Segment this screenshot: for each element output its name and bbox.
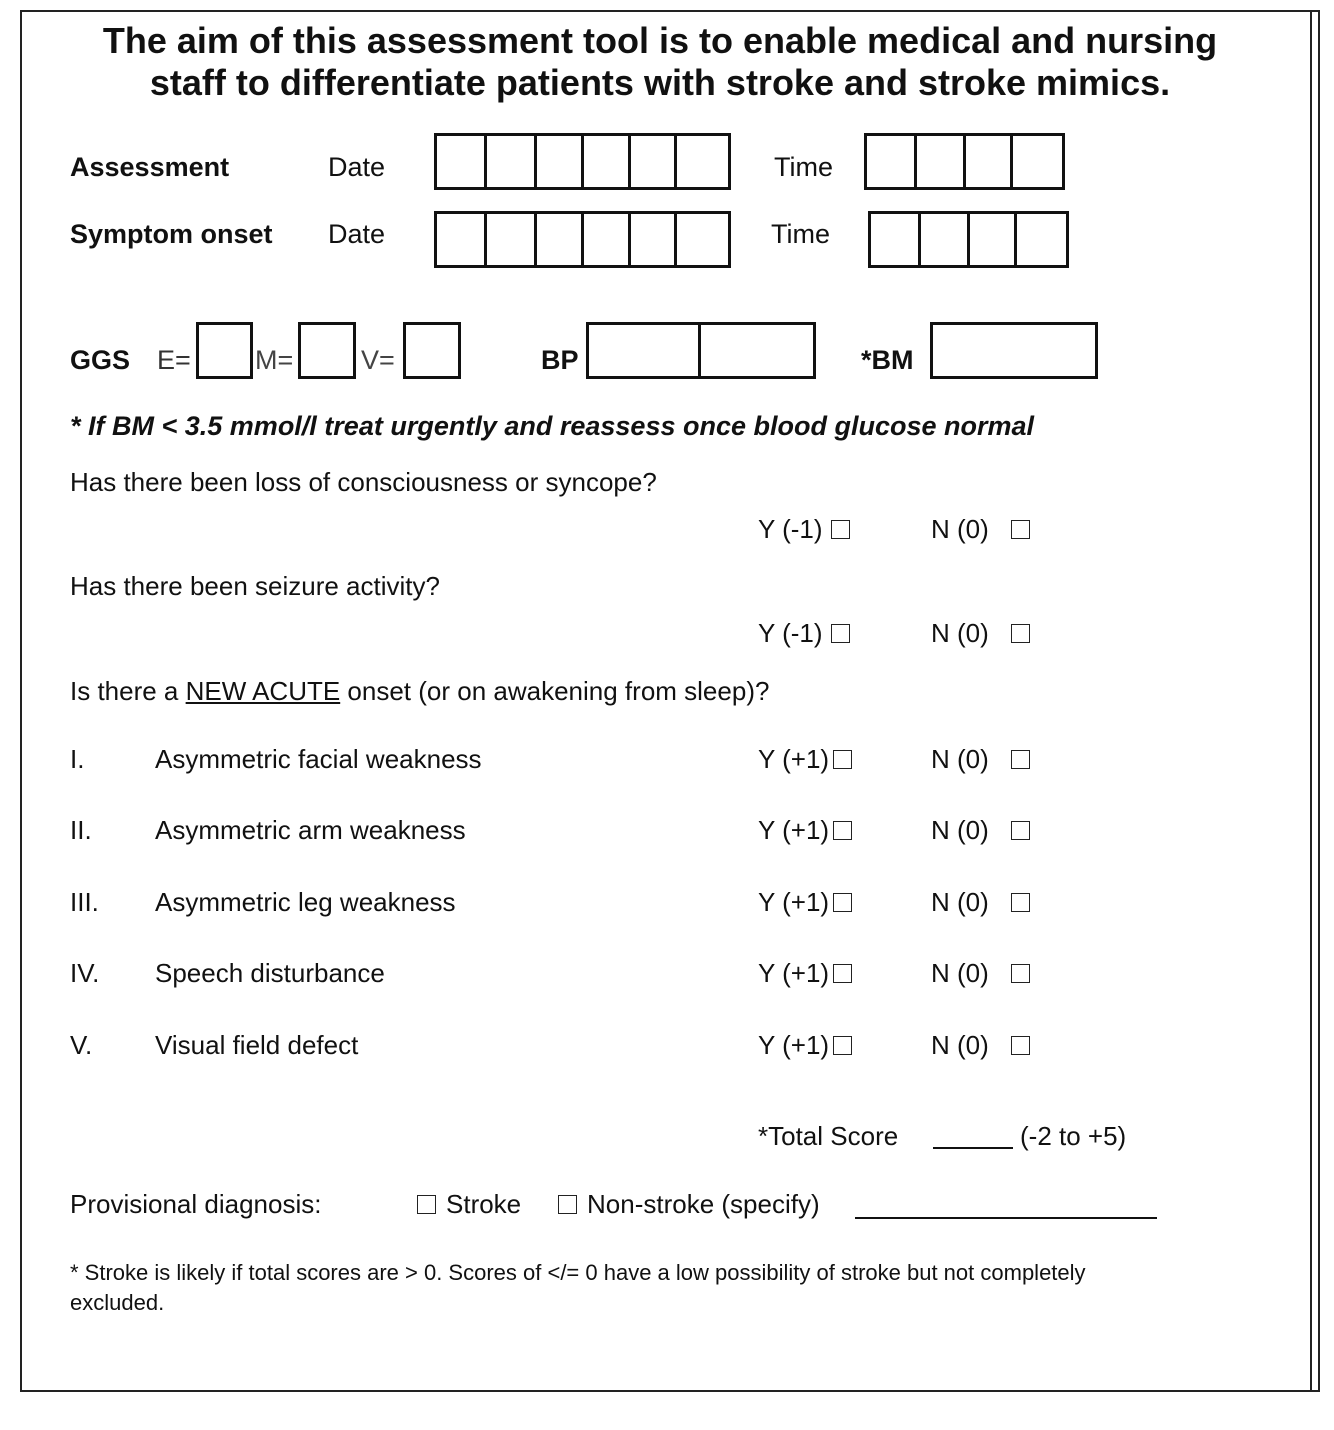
q2-no-option[interactable] [931,618,1030,649]
item-no-label: N (0) [931,1030,989,1060]
diagnosis-non-stroke-label: Non-stroke (specify) [587,1189,820,1219]
item-yes-label: Y (+1) [758,815,830,845]
date-digit-box[interactable] [487,136,537,187]
onset-date-field[interactable] [434,211,731,268]
title-line-2: staff to differentiate patients with stroke and stroke mimics. [149,62,1171,103]
bp-field[interactable] [586,322,816,379]
item-no-option[interactable] [931,958,1030,989]
total-score-input-line[interactable] [933,1147,1013,1149]
checkbox[interactable] [1011,1036,1030,1055]
ggs-m-label: M= [255,345,294,375]
bm-label: *BM [861,345,914,375]
q1-no-label: N (0) [931,514,989,544]
bp-label: BP [541,345,579,375]
diagnosis-non-stroke-option[interactable] [558,1189,820,1220]
time-digit-box[interactable] [1013,136,1062,187]
total-score-range: (-2 to +5) [1020,1121,1127,1151]
onset-date-label: Date [328,219,386,249]
bm-box[interactable] [930,322,1098,379]
q2-yes-option[interactable] [758,618,850,649]
item-text: Asymmetric leg weakness [155,887,456,917]
q3-prefix: Is there a [70,676,186,706]
checkbox[interactable] [1011,964,1030,983]
item-yes-option[interactable] [758,958,852,989]
q1-yes-option[interactable] [758,514,850,545]
score-interpretation-footnote: * Stroke is likely if total scores are > 0. Scores of </= 0 have a low possibility of stroke but not completely excluded. [70,1260,1086,1315]
time-digit-box[interactable] [867,136,917,187]
assessment-date-label: Date [328,152,386,182]
question-new-acute-onset [70,676,769,707]
item-no-option[interactable] [931,815,1030,846]
ggs-v-label: V= [361,345,395,375]
item-yes-label: Y (+1) [758,1030,830,1060]
checkbox[interactable] [558,1195,577,1214]
non-stroke-specify-line[interactable] [855,1217,1157,1219]
item-yes-label: Y (+1) [758,744,830,774]
time-digit-box[interactable] [871,214,921,265]
bm-warning-note: * If BM < 3.5 mmol/l treat urgently and reassess once blood glucose normal [70,411,1035,441]
date-digit-box[interactable] [437,214,487,265]
title-line-1: The aim of this assessment tool is to enable medical and nursing [102,20,1218,61]
total-score-label: *Total Score [758,1121,899,1151]
time-digit-box[interactable] [970,214,1017,265]
time-digit-box[interactable] [921,214,970,265]
question-loss-of-consciousness: Has there been loss of consciousness or syncope? [70,467,657,497]
provisional-diagnosis-label: Provisional diagnosis: [70,1189,322,1219]
q1-no-option[interactable] [931,514,1030,545]
item-no-label: N (0) [931,958,989,988]
item-yes-option[interactable] [758,744,852,775]
item-text: Asymmetric facial weakness [155,744,482,774]
checkbox[interactable] [1011,893,1030,912]
item-no-option[interactable] [931,887,1030,918]
item-numeral: V. [70,1030,93,1060]
checkbox[interactable] [1011,624,1030,643]
bp-diastolic-box[interactable] [701,325,813,376]
page-divider [1310,10,1312,1392]
date-digit-box[interactable] [537,136,584,187]
q2-no-label: N (0) [931,618,989,648]
checkbox[interactable] [833,893,852,912]
checkbox[interactable] [1011,821,1030,840]
item-no-label: N (0) [931,887,989,917]
checkbox[interactable] [831,520,850,539]
date-digit-box[interactable] [677,136,728,187]
diagnosis-stroke-option[interactable] [417,1189,521,1220]
item-yes-option[interactable] [758,887,852,918]
form-title [20,20,1300,104]
date-digit-box[interactable] [677,214,728,265]
q3-suffix: onset (or on awakening from sleep)? [340,676,770,706]
ggs-v-box[interactable] [403,322,461,379]
q1-yes-label: Y (-1) [758,514,823,544]
checkbox[interactable] [833,964,852,983]
bp-systolic-box[interactable] [589,325,701,376]
assessment-date-field[interactable] [434,133,731,190]
item-text: Asymmetric arm weakness [155,815,466,845]
time-digit-box[interactable] [966,136,1013,187]
item-yes-option[interactable] [758,815,852,846]
item-yes-option[interactable] [758,1030,852,1061]
checkbox[interactable] [831,624,850,643]
ggs-e-label: E= [157,345,191,375]
time-digit-box[interactable] [1017,214,1066,265]
item-text: Speech disturbance [155,958,385,988]
date-digit-box[interactable] [584,136,631,187]
item-numeral: IV. [70,958,100,988]
ggs-m-box[interactable] [298,322,356,379]
item-numeral: III. [70,887,99,917]
checkbox[interactable] [417,1195,436,1214]
date-digit-box[interactable] [584,214,631,265]
q2-yes-label: Y (-1) [758,618,823,648]
diagnosis-stroke-label: Stroke [446,1189,522,1219]
checkbox[interactable] [1011,750,1030,769]
checkbox[interactable] [1011,520,1030,539]
item-no-label: N (0) [931,815,989,845]
item-numeral: I. [70,744,85,774]
checkbox[interactable] [833,750,852,769]
date-digit-box[interactable] [437,136,487,187]
item-yes-label: Y (+1) [758,887,830,917]
assessment-label: Assessment [70,152,230,182]
q3-emphasis: NEW ACUTE [185,676,341,706]
assessment-time-label: Time [774,152,833,182]
item-text: Visual field defect [155,1030,359,1060]
time-digit-box[interactable] [917,136,966,187]
date-digit-box[interactable] [631,214,677,265]
item-yes-label: Y (+1) [758,958,830,988]
item-no-option[interactable] [931,744,1030,775]
checkbox[interactable] [833,821,852,840]
question-seizure-activity: Has there been seizure activity? [70,571,440,601]
item-no-label: N (0) [931,744,989,774]
date-digit-box[interactable] [537,214,584,265]
checkbox[interactable] [833,1036,852,1055]
date-digit-box[interactable] [631,136,677,187]
ggs-label: GGS [70,345,131,375]
assessment-time-field[interactable] [864,133,1065,190]
item-numeral: II. [70,815,92,845]
onset-time-field[interactable] [868,211,1069,268]
onset-time-label: Time [771,219,830,249]
ggs-e-box[interactable] [196,322,253,379]
item-no-option[interactable] [931,1030,1030,1061]
symptom-onset-label: Symptom onset [70,219,273,249]
date-digit-box[interactable] [487,214,537,265]
